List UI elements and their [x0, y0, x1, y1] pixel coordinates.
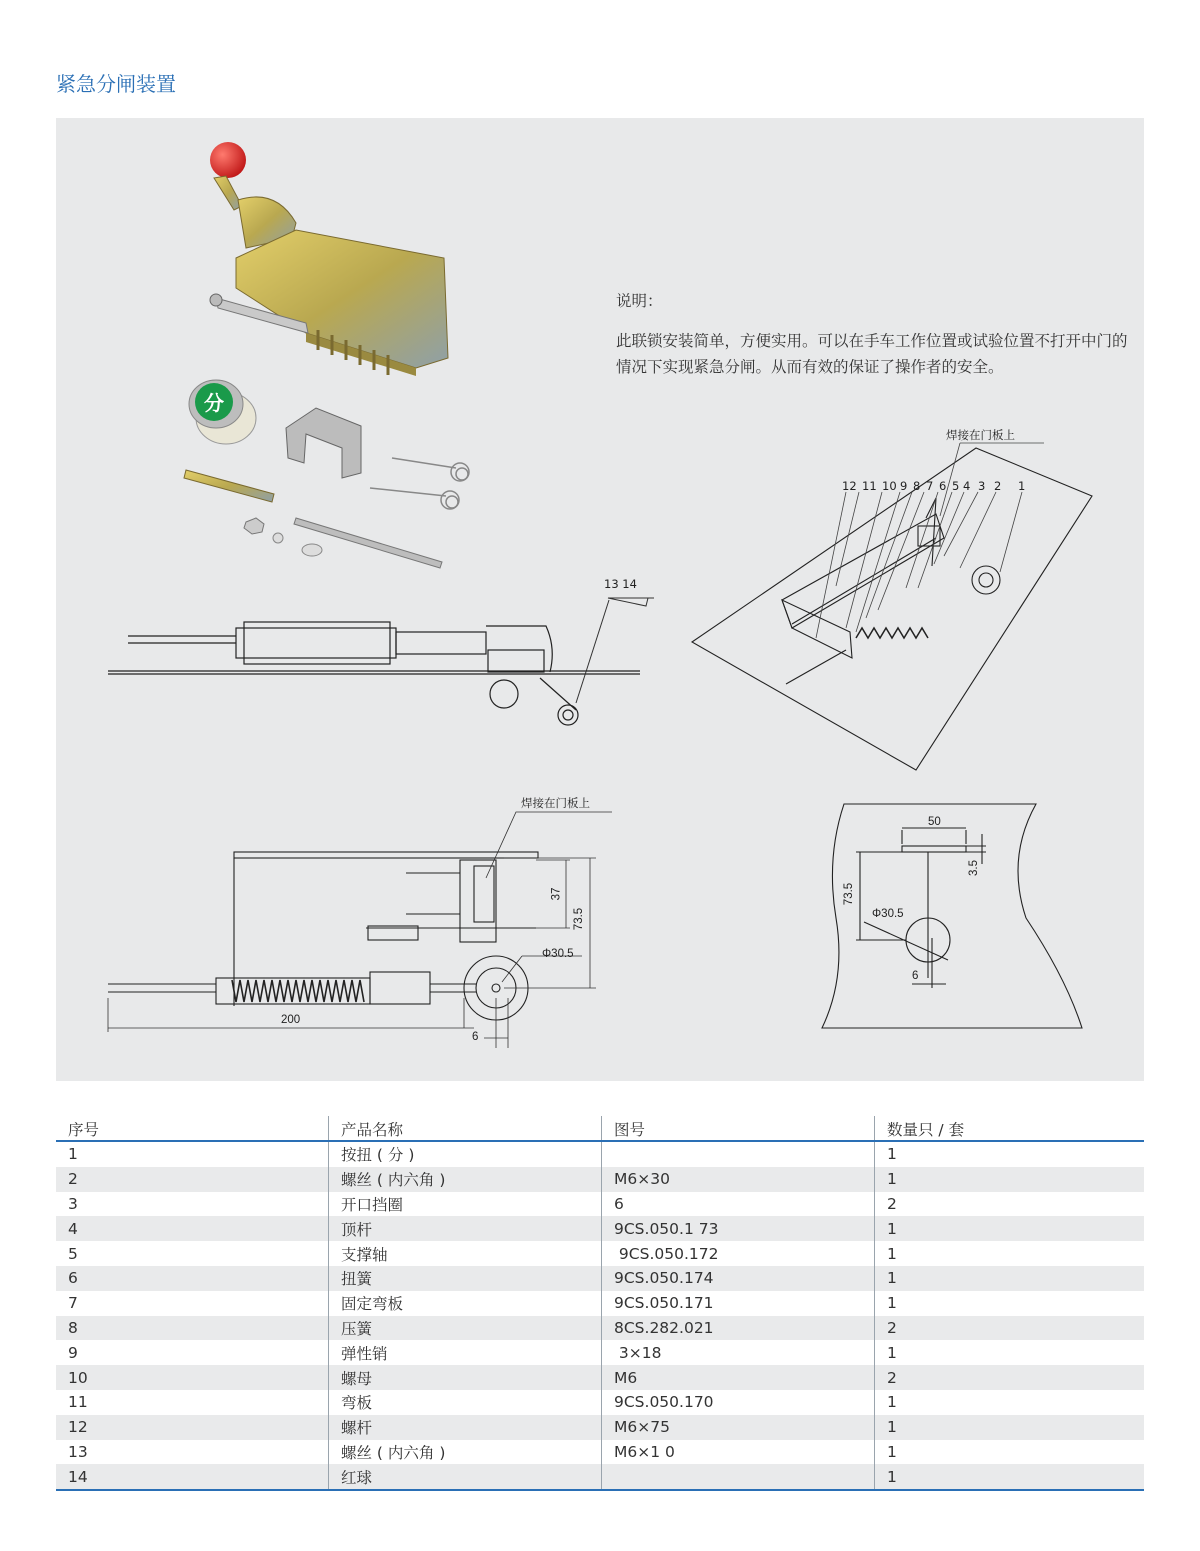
callout-weld-top: 焊接在门板上 — [521, 796, 590, 810]
cell-drawing-no: 6 — [602, 1192, 875, 1217]
cell-drawing-no — [602, 1464, 875, 1490]
cell-name: 支撑轴 — [329, 1241, 602, 1266]
dim-top-offset: 6 — [472, 1031, 479, 1043]
table-row — [56, 1192, 1144, 1217]
dim-top-length: 200 — [281, 1014, 301, 1026]
table-row — [56, 1464, 1144, 1490]
cell-name: 开口挡圈 — [329, 1192, 602, 1217]
table-row — [56, 1141, 1144, 1167]
cell-index: 14 — [56, 1464, 329, 1490]
iso-number-10: 10 — [882, 479, 897, 493]
cell-index: 12 — [56, 1415, 329, 1440]
cell-drawing-no: 8CS.282.021 — [602, 1316, 875, 1341]
cell-index: 5 — [68, 1244, 78, 1263]
table-row — [56, 1316, 1144, 1341]
dim-top-knob-dia: Φ30.5 — [542, 948, 574, 960]
col-header-drawing-no: 图号 — [602, 1116, 875, 1141]
iso-number-4: 4 — [963, 479, 971, 493]
cell-name: 按扭 ( 分 ) — [329, 1141, 602, 1167]
top-view-dimension-lines — [108, 812, 612, 1048]
iso-number-9: 9 — [900, 479, 908, 493]
table-row — [56, 1291, 1144, 1316]
cell-name: 弯板 — [329, 1390, 602, 1415]
cell-index: 13 — [68, 1442, 88, 1461]
cell-name: 扭簧 — [329, 1266, 602, 1291]
parts-table — [56, 1116, 1144, 1491]
cell-quantity: 2 — [875, 1365, 1145, 1390]
cell-quantity: 1 — [875, 1141, 1145, 1167]
isometric-drawing — [692, 448, 1092, 770]
lever-assembly-photo — [210, 142, 448, 376]
col-header-name: 产品名称 — [329, 1116, 602, 1141]
iso-number-7: 7 — [926, 479, 934, 493]
table-row — [56, 1415, 1144, 1440]
hardware-photo — [184, 470, 442, 568]
iso-number-6: 6 — [939, 479, 947, 493]
iso-number-8: 8 — [913, 479, 921, 493]
notes — [616, 288, 1136, 380]
cell-quantity: 1 — [875, 1415, 1145, 1440]
torsion-springs-photo — [370, 458, 469, 509]
cell-index: 2 — [56, 1167, 329, 1192]
cell-name: 顶杆 — [329, 1216, 602, 1241]
dim-top-height-inner: 37 — [550, 887, 563, 901]
technical-drawings — [56, 118, 1144, 1081]
isometric-leaders — [816, 443, 1044, 638]
notes-body: 此联锁安装简单，方便实用。可以在手车工作位置或试验位置不打开中门的情况下实现紧急分闸。从而有效的保证了操作者的安全。 — [616, 332, 1128, 376]
iso-number-2: 2 — [994, 479, 1002, 493]
cell-quantity: 1 — [875, 1390, 1145, 1415]
callout-weld-iso: 焊接在门板上 — [946, 428, 1015, 442]
cell-quantity: 1 — [875, 1266, 1145, 1291]
table-row — [56, 1365, 1144, 1390]
page-title: 紧急分闸装置 — [56, 72, 176, 96]
cell-drawing-no: M6 — [602, 1365, 875, 1390]
iso-number-1: 1 — [1018, 479, 1026, 493]
iso-number-3: 3 — [978, 479, 986, 493]
cell-drawing-no: M6×75 — [602, 1415, 875, 1440]
bracket-photo — [286, 408, 361, 478]
table-row — [56, 1340, 1144, 1365]
cell-index: 4 — [56, 1216, 329, 1241]
col-header-index: 序号 — [56, 1116, 329, 1141]
cell-name: 螺母 — [329, 1365, 602, 1390]
dim-cutout-width: 50 — [928, 816, 941, 828]
dim-cutout-height: 73.5 — [843, 882, 856, 906]
cell-index: 9 — [68, 1343, 78, 1362]
cell-drawing-no: 9CS.050.171 — [602, 1291, 875, 1316]
top-view-spring — [232, 980, 364, 1002]
cell-name: 弹性销 — [329, 1340, 602, 1365]
table-row — [56, 1241, 1144, 1266]
cell-quantity: 1 — [875, 1216, 1145, 1241]
cell-drawing-no: 9CS.050.1 73 — [602, 1216, 875, 1241]
cell-name: 红球 — [329, 1464, 602, 1490]
cell-quantity: 1 — [875, 1440, 1145, 1465]
cell-drawing-no: M6×30 — [602, 1167, 875, 1192]
side-view-leader — [576, 598, 654, 703]
cell-index: 8 — [56, 1316, 329, 1341]
cell-index: 1 — [68, 1145, 78, 1164]
cell-quantity: 1 — [875, 1167, 1145, 1192]
table-row — [56, 1440, 1144, 1465]
cell-index: 11 — [68, 1393, 88, 1412]
cell-quantity: 2 — [875, 1192, 1145, 1217]
cell-drawing-no: 9CS.050.174 — [602, 1266, 875, 1291]
cell-name: 压簧 — [329, 1316, 602, 1341]
cell-index: 6 — [56, 1266, 329, 1291]
cell-drawing-no: M6×1 0 — [602, 1440, 875, 1465]
cell-quantity: 1 — [875, 1464, 1145, 1490]
cell-drawing-no: 9CS.050.170 — [602, 1390, 875, 1415]
table-row — [56, 1167, 1144, 1192]
dim-cutout-hole-dia: Φ30.5 — [872, 908, 904, 920]
dim-top-height-outer: 73.5 — [573, 907, 586, 931]
cell-quantity: 1 — [875, 1241, 1145, 1266]
cell-name: 螺丝 ( 内六角 ) — [329, 1167, 602, 1192]
figure-panel — [56, 118, 1144, 1081]
table-row — [56, 1266, 1144, 1291]
cell-name: 螺杆 — [329, 1415, 602, 1440]
cell-drawing-no — [602, 1141, 875, 1167]
button-label: 分 — [204, 391, 224, 415]
cell-quantity: 1 — [875, 1291, 1145, 1316]
cell-drawing-no: 9CS.050.172 — [602, 1241, 875, 1266]
table-header-row — [56, 1116, 1144, 1141]
cell-index: 10 — [56, 1365, 329, 1390]
table-row — [56, 1390, 1144, 1415]
cutout-drawing — [822, 804, 1082, 1028]
notes-heading: 说明： — [616, 292, 663, 310]
side-view-drawing — [108, 622, 640, 725]
cell-index: 7 — [68, 1294, 78, 1313]
cell-name: 固定弯板 — [329, 1291, 602, 1316]
col-header-quantity: 数量只 / 套 — [875, 1116, 1145, 1141]
dim-cutout-slot-h: 3.5 — [968, 860, 980, 876]
cell-name: 螺丝 ( 内六角 ) — [329, 1440, 602, 1465]
table-row — [56, 1216, 1144, 1241]
iso-number-12: 12 — [842, 479, 857, 493]
iso-number-11: 11 — [862, 479, 877, 493]
cell-quantity: 2 — [875, 1316, 1145, 1341]
cell-index: 3 — [68, 1194, 78, 1213]
callout-side-numbers: 13 14 — [604, 577, 637, 591]
dim-cutout-offset: 6 — [912, 970, 919, 982]
iso-number-5: 5 — [952, 479, 960, 493]
cell-drawing-no: 3×18 — [602, 1340, 875, 1365]
cell-quantity: 1 — [875, 1340, 1145, 1365]
